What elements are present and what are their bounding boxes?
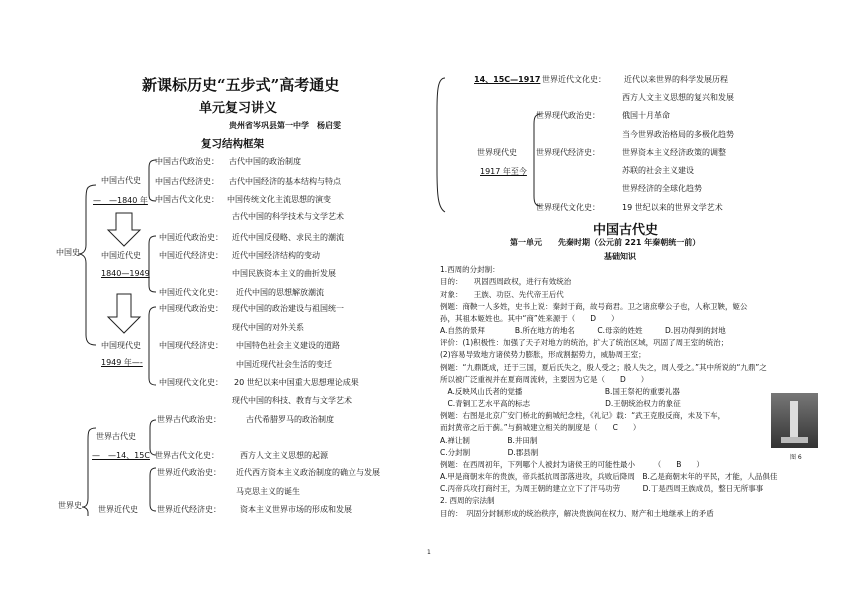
list-item: 中国民族资本主义的曲折发展 <box>232 269 336 278</box>
w-contemp-label: 世界现代史 <box>477 148 517 157</box>
list-item: 近代中国的思想解放潮流 <box>236 288 324 297</box>
text-line: 例题：右图是北京广安门桥北的蓟城纪念柱，《礼记》载：“武王克殷反商，未及下车， <box>440 411 726 420</box>
text-line: 目的： 巩固西周政权，进行有效统治 <box>440 277 572 286</box>
text-line: 例题：“九鼎既成，迁于三国，夏后氏失之，殷人受之；殷人失之，周人受之。”其中所说的“九鼎”之 <box>440 363 767 372</box>
list-item: 近代西方资本主义政治制度的确立与发展 <box>236 468 380 477</box>
w-modern-period: 14、15C—1917 <box>474 75 541 84</box>
list-item: 西方人文主义思想的复兴和发展 <box>622 93 734 102</box>
list-item: 现代中国的对外关系 <box>232 323 304 332</box>
list-item: 世界近代政治史： <box>157 468 221 477</box>
text-line: 评价：(1)积极性：加强了天子对地方的统治，扩大了统治区域，巩固了周王室的统治； <box>440 338 729 347</box>
page-subtitle: 单元复习讲义 <box>199 101 278 116</box>
list-item: 世界古代政治史： <box>157 415 221 424</box>
list-item: 世界近代文化史： <box>542 75 606 84</box>
text-line: A.甲是商朝末年的贵族，帝兵抵抗周部落进攻，兵败后降周 B.乙是商朝末年的平民，才能，人品俱佳 <box>440 472 778 481</box>
list-item: 西方人文主义思想的起源 <box>240 451 328 460</box>
list-item: 资本主义世界市场的形成和发展 <box>240 505 352 514</box>
section-heading: 复习结构框架 <box>201 138 264 150</box>
list-item: 当今世界政治格局的多极化趋势 <box>622 130 734 139</box>
list-item: 苏联的社会主义建设 <box>622 166 694 175</box>
cn-ancient-period: — —1840 年 <box>93 196 148 205</box>
w-contemp-period: 1917 年至今 <box>480 167 527 176</box>
list-item: 20 世纪以来中国重大思想理论成果 <box>234 378 359 387</box>
list-item: 中国古代经济史： <box>155 177 219 186</box>
cn-contemp-period: 1949 年—- <box>101 358 143 367</box>
author-line: 贵州省岑巩县第一中学 杨启雯 <box>229 121 341 130</box>
list-item: 中国现代政治史： <box>159 304 223 313</box>
text-line: 目的： 巩固分封制形成的统治秩序，解决贵族间在权力、财产和土地继承上的矛盾 <box>440 509 714 518</box>
list-item: 中国传统文化主流思想的演变 <box>227 195 331 204</box>
list-item: 马克思主义的诞生 <box>236 487 300 496</box>
list-item: 19 世纪以来的世界文学艺术 <box>622 203 723 212</box>
list-item: 中国现代文化史： <box>159 378 223 387</box>
list-item: 古代中国的政治制度 <box>229 157 301 166</box>
cn-contemp-label: 中国现代史 <box>101 341 141 350</box>
list-item: 近代中国经济结构的变动 <box>232 251 320 260</box>
list-item: 世界现代文化史： <box>536 203 600 212</box>
section-heading: 中国古代史 <box>593 223 659 238</box>
list-item: 古代中国的科学技术与文学艺术 <box>232 212 344 221</box>
list-item: 现代中国的政治建设与祖国统一 <box>232 304 344 313</box>
list-item: 世界经济的全球化趋势 <box>622 184 702 193</box>
list-item: 中国古代文化史： <box>155 195 219 204</box>
list-item: 古代中国经济的基本结构与特点 <box>229 177 341 186</box>
list-item: 古代希腊罗马的政治制度 <box>246 415 334 424</box>
text-line: 例题：商鞅一人多姓，史书上说：秦封于商，故号商君。卫之诸庶孽公子也，人称卫鞅，姬公 <box>440 302 748 311</box>
list-item: 中国近代文化史： <box>159 288 223 297</box>
list-item: 中国近代经济史： <box>159 251 223 260</box>
list-item: 中国近现代社会生活的变迁 <box>236 360 332 369</box>
cn-ancient-label: 中国古代史 <box>101 176 141 185</box>
list-item: 现代中国的科技、教育与文学艺术 <box>232 396 352 405</box>
text-line: 例题：在西周初年，下列哪个人被封为诸侯王的可能性最小 （ B ） <box>440 460 704 469</box>
root-china-label: 中国史 <box>56 248 80 257</box>
list-item: 中国现代经济史： <box>159 341 223 350</box>
cn-modern-label: 中国近代史 <box>101 251 141 260</box>
text-line: C.丙帝兵攻打商纣王，为周王朝的建立立下了汗马功劳 D.丁是西周王族成员，整日无所事事 <box>440 484 764 493</box>
w-ancient-label: 世界古代史 <box>96 432 136 441</box>
w-ancient-period: — —14、15C <box>92 451 150 460</box>
text-line: C.分封制 D.郡县制 <box>440 448 539 457</box>
figure-caption: 图 6 <box>790 454 802 461</box>
list-item: 近代以来世界的科学发展历程 <box>624 75 728 84</box>
list-item: 中国古代政治史： <box>155 157 219 166</box>
subheading: 基础知识 <box>604 252 636 261</box>
list-item: 世界资本主义经济政策的调整 <box>622 148 726 157</box>
list-item: 世界古代文化史： <box>155 451 219 460</box>
unit-title: 第一单元 先秦时期（公元前 221 年秦朝统一前） <box>510 238 701 247</box>
text-line: 2. 西周的宗法制 <box>440 496 495 505</box>
list-item: 中国特色社会主义建设的道路 <box>236 341 340 350</box>
text-line: 孙，其祖本姬姓也。其中“商”姓来源于（ D ） <box>440 314 619 323</box>
jicheng-monument-photo <box>771 393 818 448</box>
text-line: 而封黄帝之后于蓟。”与蓟城建立相关的制度是（ C ） <box>440 423 641 432</box>
root-world-label: 世界史 <box>58 501 82 510</box>
list-item: 中国近代政治史： <box>159 233 223 242</box>
list-item: 世界现代经济史： <box>536 148 600 157</box>
text-line: A.反映风山氏者的觉播 B.国王祭祀的重要礼器 <box>440 387 680 396</box>
page-number: 1 <box>427 549 431 556</box>
list-item: 俄国十月革命 <box>622 111 670 120</box>
text-line: 对象： 王族、功臣、先代帝王后代 <box>440 290 564 299</box>
cn-modern-period: 1840—1949 <box>101 269 150 278</box>
w-modern-label: 世界近代史 <box>98 505 138 514</box>
text-line: (2)容易导致地方诸侯势力膨胀，形成割据势力，威胁周王室； <box>440 350 646 359</box>
text-line: A.自然的景拜 B.所在地方的地名 C.母亲的姓姓 D.因功得到的封地 <box>440 326 726 335</box>
list-item: 世界近代经济史： <box>157 505 221 514</box>
text-line: 1.西周的分封制： <box>440 265 500 274</box>
text-line: A.禅让制 B.井田制 <box>440 436 538 445</box>
page-title: 新课标历史“五步式”高考通史 <box>142 76 340 94</box>
text-line: 所以被广泛重视并在夏商周流转，主要因为它是（ D ） <box>440 375 649 384</box>
list-item: 近代中国反侵略、求民主的潮流 <box>232 233 344 242</box>
list-item: 世界现代政治史： <box>536 111 600 120</box>
text-line: C.青铜工艺水平高的标志 D.王朝统治权力的象征 <box>440 399 681 408</box>
